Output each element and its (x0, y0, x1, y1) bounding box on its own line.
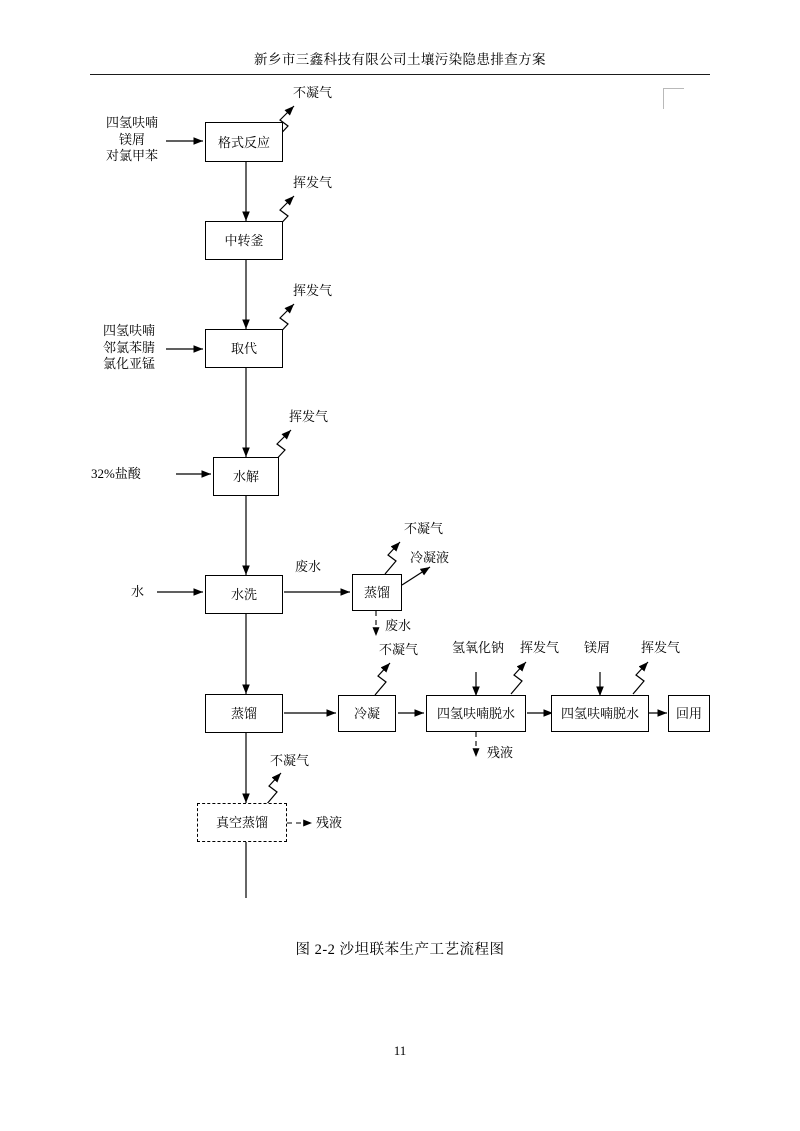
process-flow-diagram (0, 80, 800, 910)
emission-text: 挥发气 (520, 640, 560, 655)
node-zhongzhuan (205, 221, 283, 260)
input-line: 水 (131, 584, 145, 599)
header-divider (90, 74, 710, 75)
input-line: 氢氧化钠 (452, 640, 505, 655)
emission-label-geshi-top (293, 85, 332, 102)
input-line: 氯化亚锰 (102, 356, 155, 372)
emission-label-shuijie-top (289, 409, 328, 426)
emission-text: 不凝气 (379, 642, 419, 657)
node-tuoshui-2 (551, 695, 649, 732)
emission-label-zhengliu-small-top (404, 521, 443, 538)
figure-caption: 图 2-2 沙坦联苯生产工艺流程图 (295, 942, 505, 958)
node-label: 格式反应 (217, 134, 270, 150)
emission-text: 不凝气 (404, 521, 444, 536)
emission-text: 挥发气 (641, 640, 681, 655)
emission-text: 废水 (295, 559, 322, 574)
emission-text: 残液 (487, 745, 514, 760)
node-label: 中转釜 (224, 233, 264, 248)
input-label-qudai (90, 323, 168, 373)
emission-text: 废水 (385, 618, 412, 633)
input-label-shuijie (91, 466, 141, 483)
emission-label-tuoshui1-bottom (487, 745, 513, 762)
emission-text: 冷凝液 (410, 550, 450, 565)
input-line: 镁屑 (118, 131, 145, 147)
emission-label-zhenkong-top (270, 753, 309, 770)
node-label: 回用 (675, 706, 702, 721)
emission-text: 挥发气 (289, 409, 329, 424)
node-qudai (205, 329, 283, 368)
node-huiyong (668, 695, 710, 732)
node-shuijie (213, 457, 279, 496)
node-geshi (205, 122, 283, 162)
node-label: 蒸馏 (230, 706, 257, 721)
input-line: 镁屑 (584, 640, 611, 655)
emission-text: 挥发气 (293, 283, 333, 298)
emission-label-zhongzhuan-top (293, 175, 332, 192)
node-label: 冷凝 (353, 706, 380, 721)
emission-label-zhengliu-main-top (379, 642, 418, 659)
page-header-title: 新乡市三鑫科技有限公司土壤污染隐患排查方案 (254, 52, 546, 67)
input-label-magnesium (584, 640, 610, 657)
node-label: 水洗 (230, 587, 257, 602)
emission-text: 不凝气 (293, 85, 333, 100)
diagram-connectors (0, 80, 800, 910)
node-lengning (338, 695, 396, 732)
node-zhengliu-small (352, 574, 402, 611)
emission-label-shuixi-wastewater (295, 559, 321, 576)
node-label: 真空蒸馏 (215, 815, 268, 830)
emission-text: 挥发气 (293, 175, 333, 190)
node-zhenkong-zhengliu (197, 803, 287, 842)
node-label: 四氢呋喃脱水 (560, 706, 639, 721)
emission-label-tuoshui1-top (520, 640, 559, 657)
node-label: 水解 (232, 469, 259, 484)
emission-label-qudai-top (293, 283, 332, 300)
input-line: 对氯甲苯 (105, 148, 158, 164)
node-shuixi (205, 575, 283, 614)
emission-label-zhenkong-right (316, 815, 342, 832)
input-line: 四氢呋喃 (102, 323, 155, 338)
input-label-geshi (96, 115, 168, 165)
emission-label-tuoshui2-top (641, 640, 680, 657)
input-line: 32%盐酸 (91, 466, 141, 481)
page-number: 11 (393, 1043, 407, 1058)
input-line: 四氢呋喃 (105, 115, 158, 130)
node-label: 四氢呋喃脱水 (436, 706, 515, 721)
emission-label-zhengliu-small-bottom (385, 618, 411, 635)
node-label: 蒸馏 (363, 585, 390, 600)
emission-label-condensate (410, 550, 449, 567)
input-label-naoh (452, 640, 504, 657)
node-zhengliu-main (205, 694, 283, 733)
input-line: 邻氯苯腈 (102, 339, 155, 355)
emission-text: 残液 (316, 815, 343, 830)
emission-text: 不凝气 (270, 753, 310, 768)
input-label-shuixi (131, 584, 144, 601)
node-tuoshui-1 (426, 695, 526, 732)
node-label: 取代 (230, 341, 257, 356)
